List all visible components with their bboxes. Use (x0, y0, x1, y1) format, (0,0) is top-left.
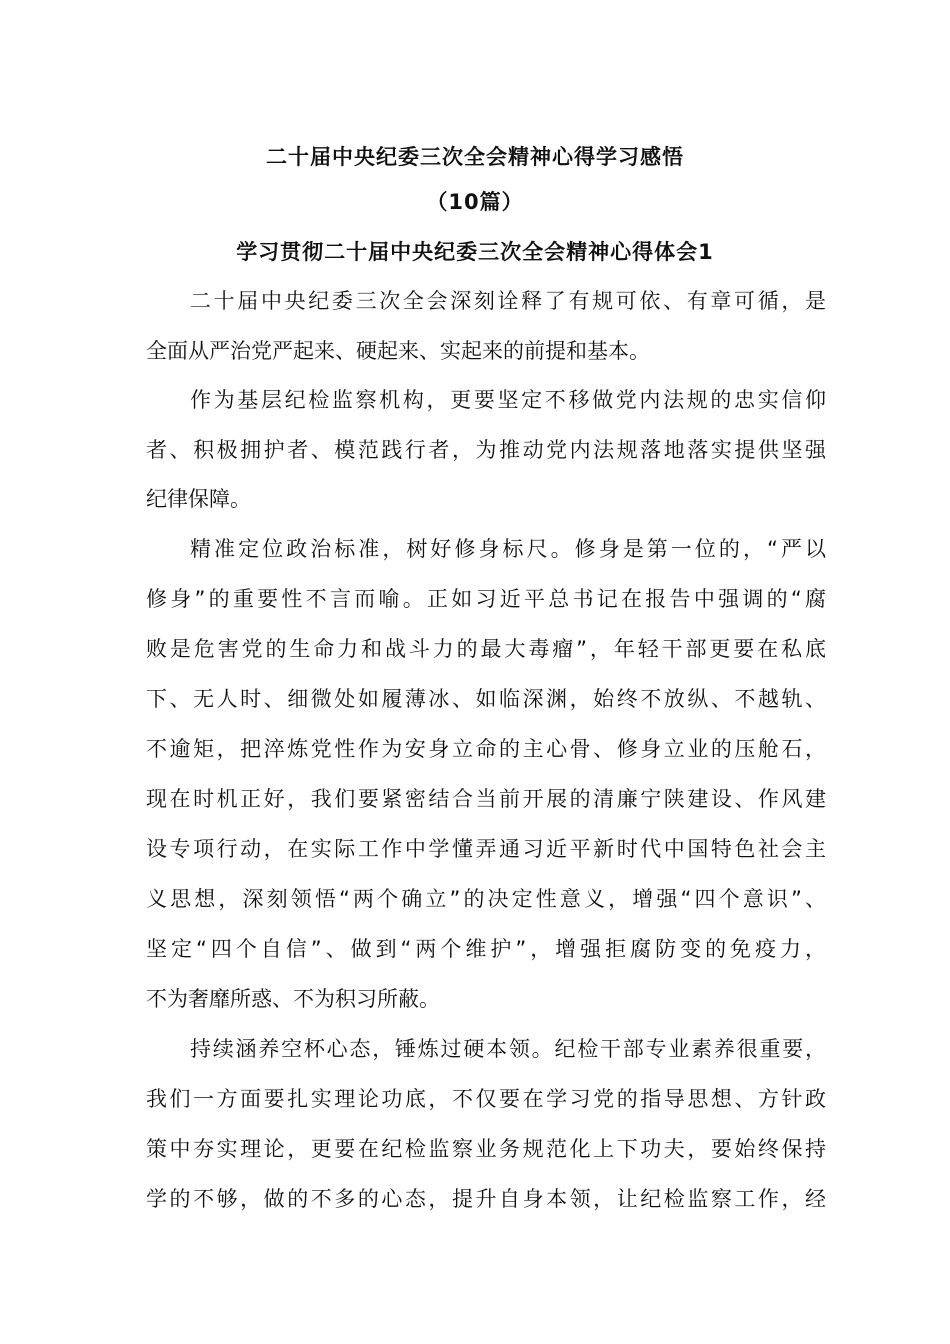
paragraph-line: 败是危害党的生命力和战斗力的最大毒瘤”，年轻干部更要在私底 (146, 637, 826, 661)
paragraph-line: 下、无人时、细微处如履薄冰、如临深渊，始终不放纵、不越轨、 (146, 687, 826, 711)
paragraph-line: 策中夯实理论，更要在纪检监察业务规范化上下功夫，要始终保持 (146, 1137, 826, 1161)
paragraph-line: 坚定“四个自信”、做到“两个维护”，增强拒腐防变的免疫力， (146, 937, 826, 961)
paragraph-line: 设专项行动，在实际工作中学懂弄通习近平新时代中国特色社会主 (146, 837, 826, 861)
section-title: 学习贯彻二十届中央纪委三次全会精神心得体会1 (236, 240, 714, 264)
paragraph-line: 全面从严治党严起来、硬起来、实起来的前提和基本。 (146, 339, 650, 363)
paragraph-line: 二十届中央纪委三次全会深刻诠释了有规可依、有章可循，是 (190, 289, 826, 313)
paragraph-line: 作为基层纪检监察机构，更要坚定不移做党内法规的忠实信仰 (190, 388, 826, 412)
paragraph-line: 纪律保障。 (146, 487, 251, 511)
paragraph-line: 持续涵养空杯心态，锤炼过硬本领。纪检干部专业素养很重要， (190, 1037, 826, 1061)
paragraph-line: 不逾矩，把淬炼党性作为安身立命的主心骨、修身立业的压舱石， (146, 737, 826, 761)
paragraph-line: 义思想，深刻领悟“两个确立”的决定性意义，增强“四个意识”、 (146, 887, 826, 911)
paragraph-line: 精准定位政治标准，树好修身标尺。修身是第一位的，“严以 (190, 537, 826, 561)
paragraph-line: 者、积极拥护者、模范践行者，为推动党内法规落地落实提供坚强 (146, 438, 826, 462)
paragraph-line: 学的不够，做的不多的心态，提升自身本领，让纪检监察工作，经 (146, 1187, 826, 1211)
document-subtitle: （10篇） (426, 190, 524, 214)
document-title: 二十届中央纪委三次全会精神心得学习感悟 (266, 145, 684, 169)
paragraph-line: 修身”的重要性不言而喻。正如习近平总书记在报告中强调的“腐 (146, 587, 826, 611)
paragraph-line: 我们一方面要扎实理论功底，不仅要在学习党的指导思想、方针政 (146, 1087, 826, 1111)
paragraph-line: 不为奢靡所惑、不为积习所蔽。 (146, 987, 440, 1011)
paragraph-line: 现在时机正好，我们要紧密结合当前开展的清廉宁陕建设、作风建 (146, 787, 826, 811)
